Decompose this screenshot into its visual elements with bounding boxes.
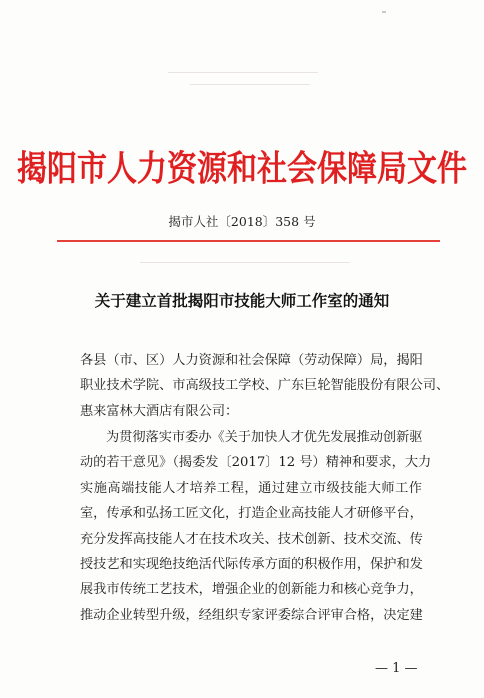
notice-title: 关于建立首批揭阳市技能大师工作室的通知 [94,291,390,310]
paragraph-line: 展我市传统工艺技术，增强企业的创新能力和核心竞争力， [80,582,423,598]
addressee-line: 各县（市、区）人力资源和社会保障（劳动保障）局，揭阳 [80,353,423,368]
bleed-through-mark [190,84,310,85]
document-number: 揭市人社〔2018〕358 号 [168,214,316,229]
body-paragraph [80,425,432,628]
paragraph-line: 推动企业转型升级，经组织专家评委综合评审合格，决定建 [80,607,423,623]
red-separator-rule [57,240,440,242]
addressee-line: 职业技术学院、市高级技工学校、广东巨轮智能股份有限公司、 [80,378,450,394]
issuing-authority-title: 揭阳市人力资源和社会保障局文件 [17,148,467,190]
paragraph-line: 为贯彻落实市委办《关于加快人才优先发展推动创新驱 [106,430,423,445]
paragraph-line: 授技艺和实现绝技绝活代际传承方面的积极作用，保护和发 [80,556,423,572]
page-number: — 1 — [375,661,418,676]
addressee-block [80,348,450,424]
bleed-through-mark [168,72,318,73]
paragraph-line: 室，传承和弘扬工匠文化，打造企业高技能人才研修平台， [80,506,423,522]
scan-speck [382,11,386,13]
bleed-through-mark [140,262,350,263]
paragraph-line: 实施高端技能人才培养工程，通过建立市级技能大师工作 [80,480,422,496]
paragraph-line: 动的若干意见》（揭委发〔2017〕12 号）精神和要求，大力 [80,455,432,471]
paragraph-line: 充分发挥高技能人才在技术攻关、技术创新、技术交流、传 [80,531,423,547]
addressee-line: 惠来富林大酒店有限公司： [80,403,239,419]
